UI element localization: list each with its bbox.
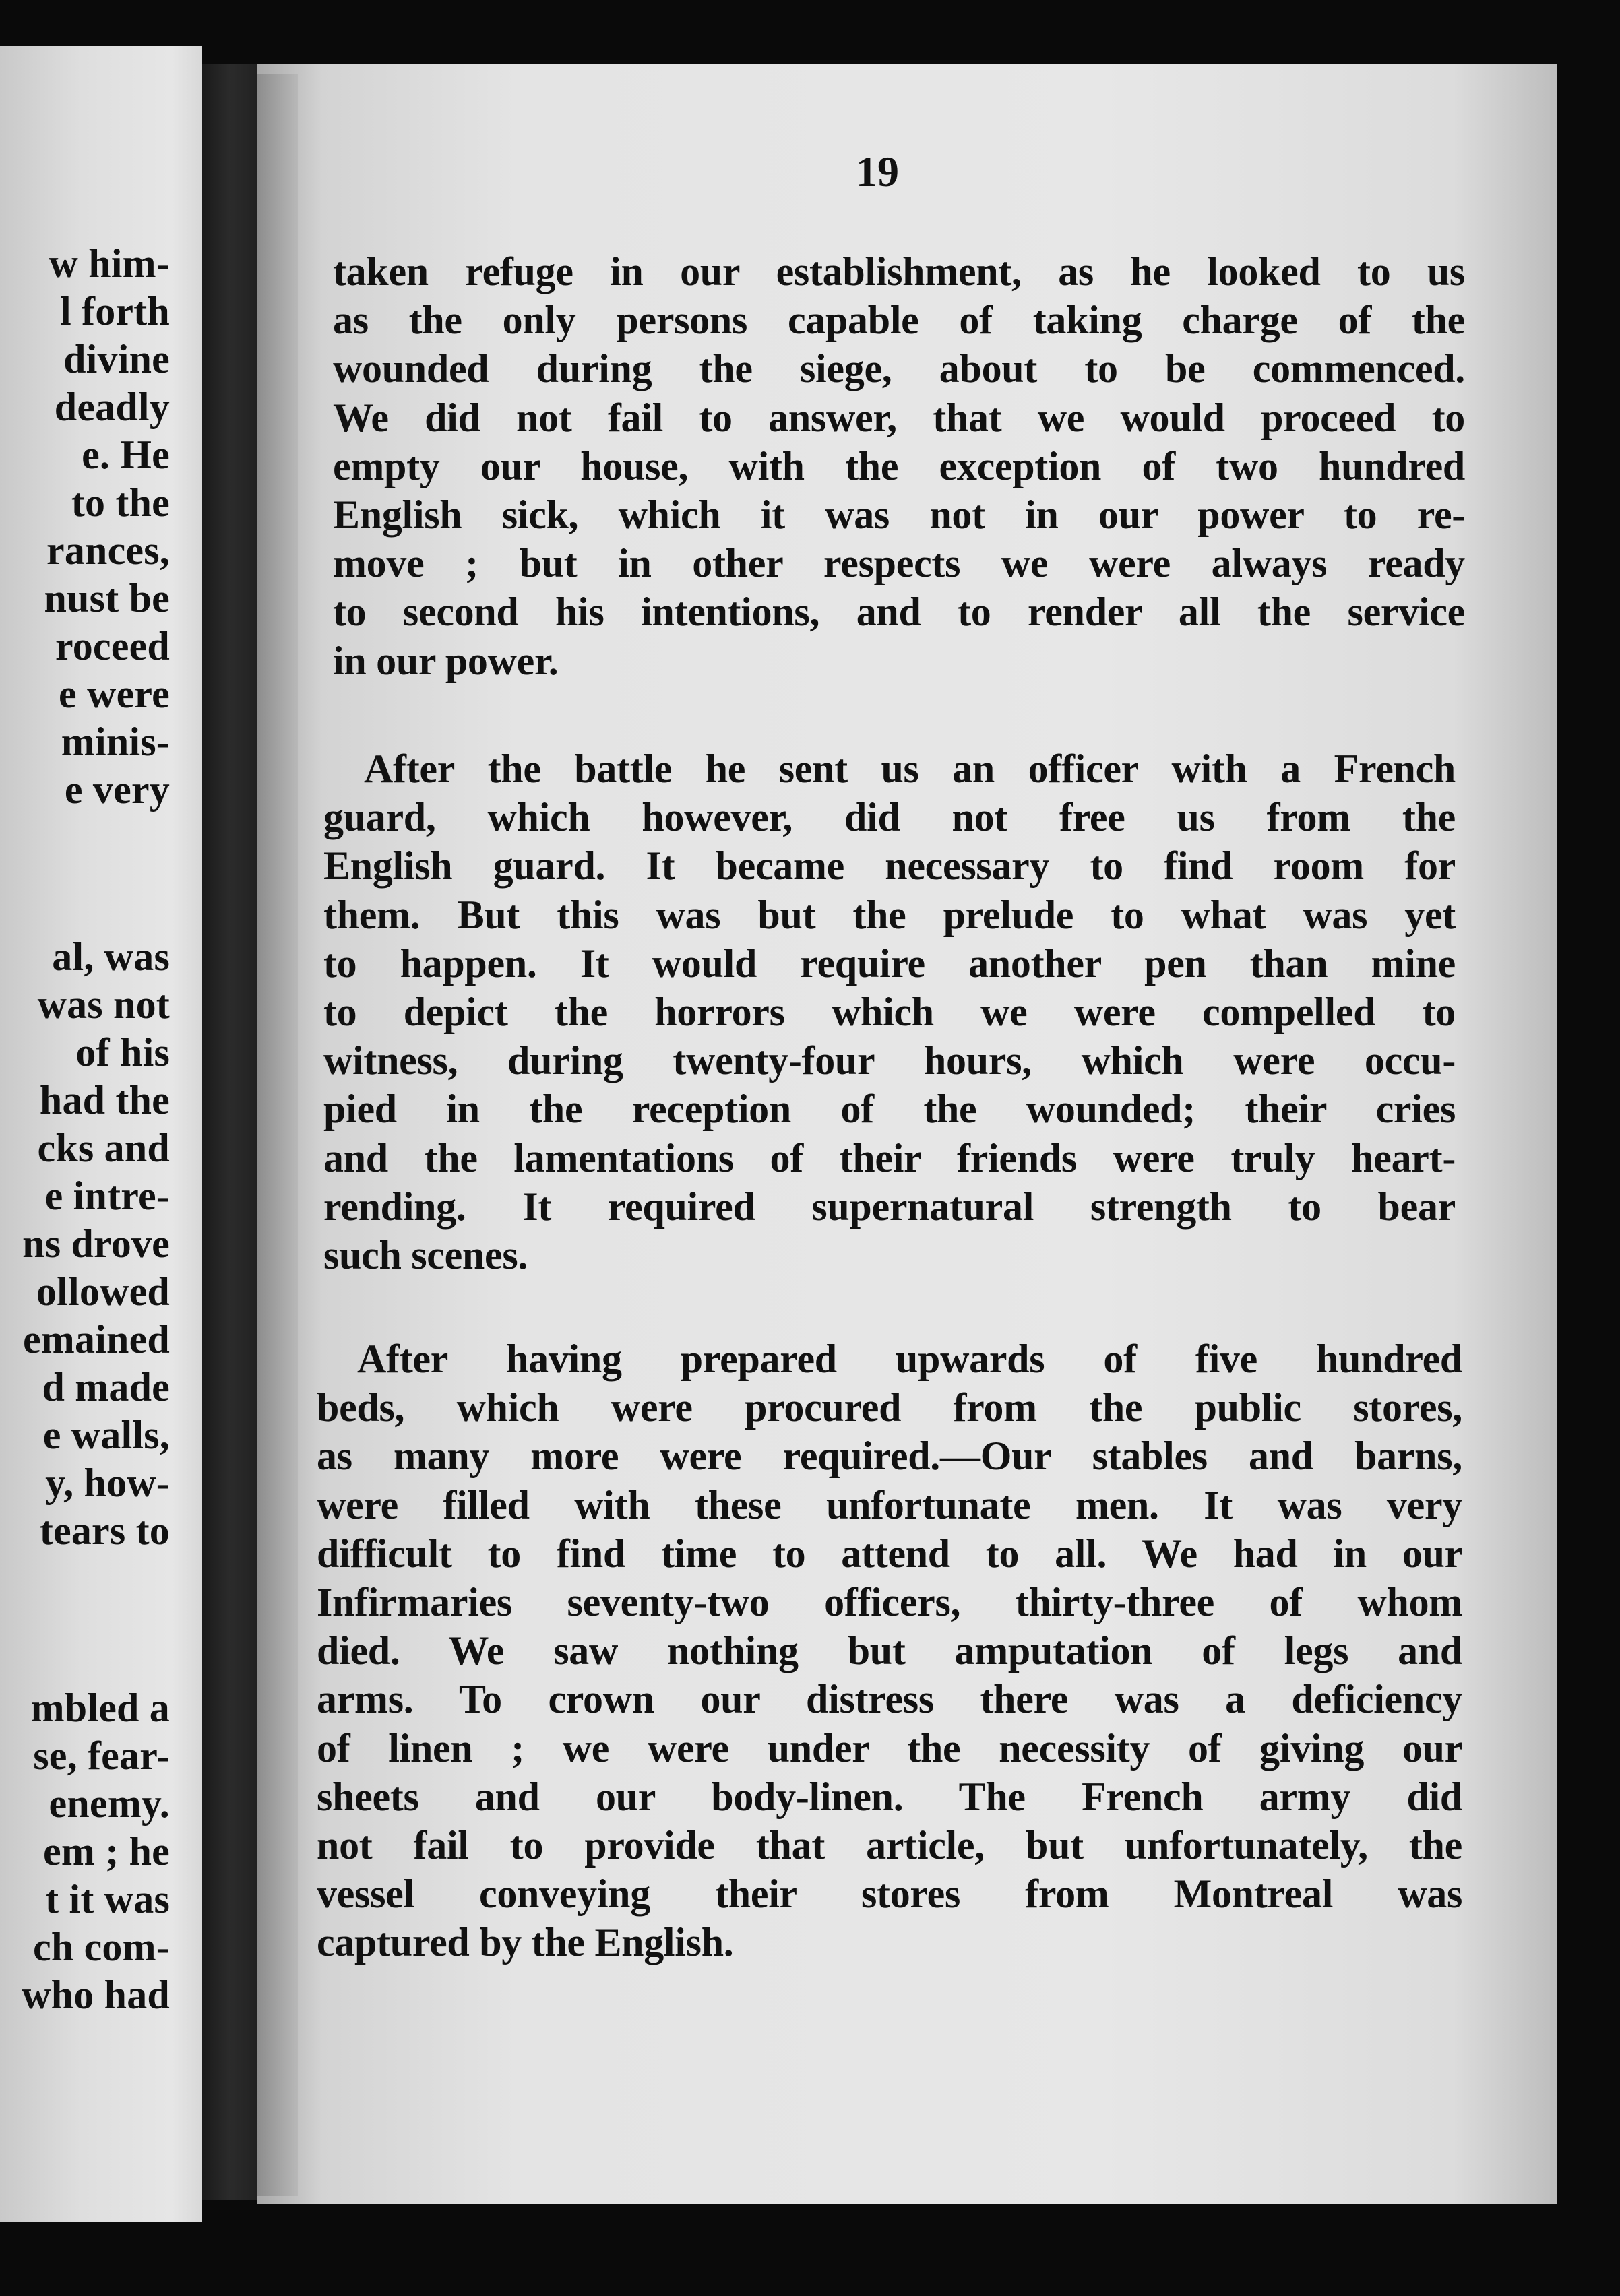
- text-line: l forth: [59, 289, 170, 333]
- previous-page-text-block-3: [22, 1684, 170, 2019]
- text-line: e were: [59, 672, 170, 716]
- text-line: English guard. It became necessary to find room for: [323, 843, 1456, 889]
- text-line: se, fear-: [33, 1733, 170, 1778]
- text-line: arms. To crown our distress there was a deficiency: [317, 1677, 1462, 1722]
- text-line: as the only persons capable of taking charge of the: [333, 298, 1465, 343]
- text-line: to second his intentions, and to render all the service: [333, 589, 1465, 635]
- text-line: taken refuge in our establishment, as he looked to us: [333, 249, 1465, 294]
- text-line: tears to: [39, 1508, 170, 1553]
- text-line: w him-: [49, 241, 170, 286]
- text-line: y, how-: [45, 1461, 170, 1505]
- text-line: pied in the reception of the wounded; their cries: [323, 1087, 1456, 1132]
- text-line: beds, which were procured from the public stores,: [317, 1385, 1462, 1430]
- text-line: witness, during twenty-four hours, which were occu-: [323, 1038, 1456, 1083]
- text-line: divine: [63, 337, 170, 381]
- text-line: rances,: [46, 528, 170, 573]
- text-line: not fail to provide that article, but unfortunately, the: [317, 1823, 1462, 1868]
- text-line: difficult to find time to attend to all. We had in our: [317, 1531, 1462, 1576]
- text-line: had the: [39, 1078, 170, 1122]
- text-line: to depict the horrors which we were compelled to: [323, 990, 1456, 1035]
- text-line: in our power.: [333, 638, 559, 683]
- text-line: to the: [71, 480, 170, 525]
- previous-page-text-block-1: [44, 240, 170, 814]
- text-line: e very: [64, 767, 170, 812]
- text-line: After the battle he sent us an officer with a French: [364, 746, 1456, 791]
- text-line: died. We saw nothing but amputation of legs and: [317, 1628, 1462, 1673]
- text-line: al, was: [52, 934, 170, 979]
- text-line: as many more were required.—Our stables and barns,: [317, 1434, 1462, 1479]
- text-line: move ; but in other respects we were always ready: [333, 541, 1465, 586]
- text-line: t it was: [45, 1877, 170, 1921]
- text-line: mbled a: [30, 1686, 170, 1730]
- book-binding-gutter: [202, 64, 257, 2200]
- previous-page-edge: [0, 46, 202, 2222]
- page-number: 19: [856, 148, 899, 195]
- text-line: vessel conveying their stores from Montreal was: [317, 1872, 1462, 1917]
- text-line: nust be: [44, 576, 170, 620]
- text-line: such scenes.: [323, 1233, 528, 1278]
- text-line: empty our house, with the exception of two hundred: [333, 443, 1465, 488]
- text-line: ollowed: [36, 1269, 170, 1314]
- text-line: and the lamentations of their friends were truly heart-: [323, 1135, 1456, 1180]
- text-line: em ; he: [43, 1829, 170, 1874]
- current-page: [257, 64, 1557, 2204]
- text-line: them. But this was but the prelude to what was yet: [323, 892, 1456, 937]
- text-line: were filled with these unfortunate men. It was very: [317, 1482, 1462, 1527]
- text-line: of linen ; we were under the necessity of giving our: [317, 1725, 1462, 1771]
- text-line: of his: [75, 1030, 170, 1075]
- paragraph-1: [333, 247, 1465, 685]
- text-line: ch com-: [33, 1925, 170, 1969]
- previous-page-text-block-2: [22, 933, 170, 1555]
- text-line: roceed: [55, 624, 170, 668]
- text-line: e walls,: [42, 1413, 170, 1457]
- text-line: emained: [22, 1317, 170, 1362]
- text-line: to happen. It would require another pen than mine: [323, 940, 1456, 986]
- text-line: e intre-: [44, 1174, 170, 1218]
- text-line: e. He: [82, 433, 170, 477]
- text-line: was not: [37, 982, 170, 1027]
- text-line: rending. It required supernatural strength to bear: [323, 1184, 1456, 1229]
- gutter-shadow: [257, 74, 298, 2196]
- text-line: d made: [42, 1365, 170, 1409]
- paragraph-3: [317, 1335, 1462, 1967]
- text-line: who had: [22, 1973, 170, 2017]
- text-line: ns drove: [22, 1221, 170, 1266]
- text-line: captured by the English.: [317, 1920, 734, 1965]
- text-line: deadly: [54, 385, 170, 429]
- text-line: enemy.: [49, 1781, 170, 1826]
- text-line: After having prepared upwards of five hundred: [357, 1337, 1462, 1381]
- paragraph-2: [323, 744, 1456, 1279]
- text-line: guard, which however, did not free us from the: [323, 795, 1456, 840]
- text-line: English sick, which it was not in our power to re-: [333, 492, 1465, 538]
- text-line: sheets and our body-linen. The French army did: [317, 1774, 1462, 1819]
- text-line: minis-: [61, 720, 170, 764]
- text-line: We did not fail to answer, that we would proceed to: [333, 395, 1465, 440]
- text-line: Infirmaries seventy-two officers, thirty-three of whom: [317, 1580, 1462, 1625]
- text-line: wounded during the siege, about to be commenced.: [333, 346, 1465, 391]
- text-line: cks and: [37, 1126, 170, 1170]
